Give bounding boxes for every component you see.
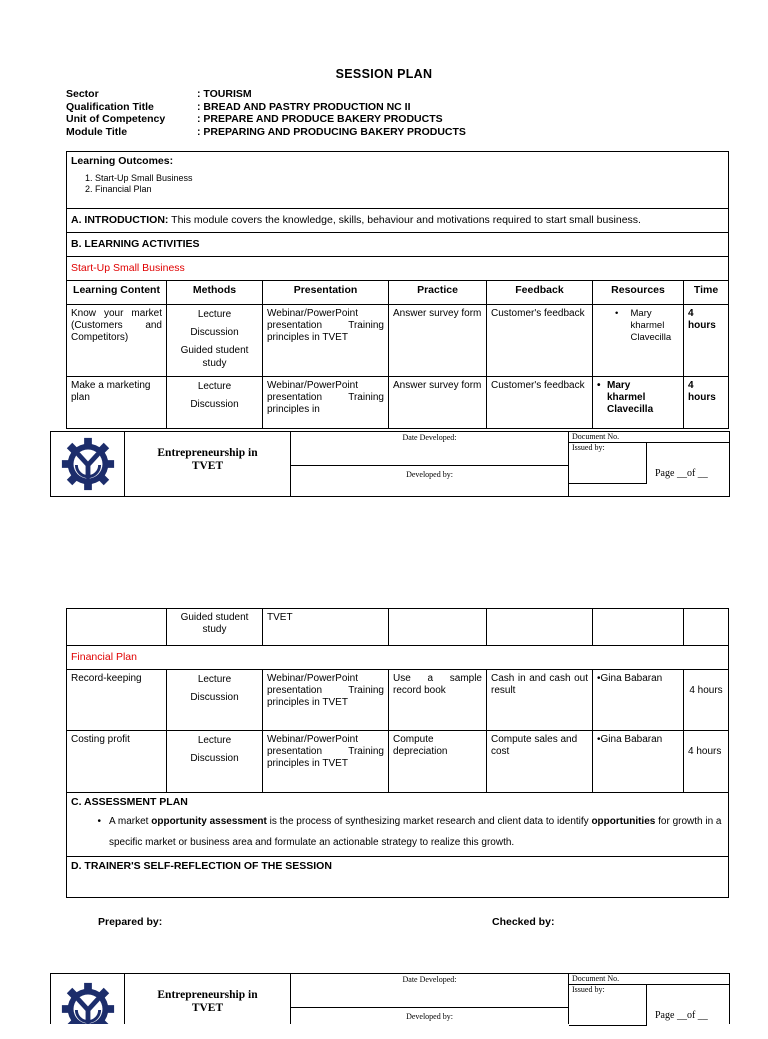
cell-presentation: Webinar/PowerPoint presentation Training principles in TVET xyxy=(263,670,389,731)
document-meta xyxy=(66,88,466,138)
page-number: Page __of __ xyxy=(655,468,708,479)
method-item: Discussion xyxy=(190,753,239,764)
cell-resources: •Gina Babaran xyxy=(593,731,684,793)
cell-methods xyxy=(167,305,263,377)
cell-feedback: Cash in and cash out result xyxy=(487,670,593,731)
cell-content: Costing profit xyxy=(67,731,167,793)
assessment-plan: C. ASSESSMENT PLAN • A market opportunity assessment is the process of synthesizing market research and client data to identify opportunities for growth in a specific market or business area and formulate an actionable strategy to realize this growth. xyxy=(67,793,729,857)
table-row xyxy=(67,609,729,646)
cell-feedback: Customer's feedback xyxy=(487,377,593,429)
course-line: Entrepreneurship in xyxy=(157,447,258,459)
cell-feedback xyxy=(487,609,593,646)
outcome-item: 1. Start-Up Small Business xyxy=(85,173,193,184)
table-row xyxy=(67,377,729,429)
meta-key: Sector xyxy=(66,88,99,100)
resource-person: Gina Babaran xyxy=(600,673,663,684)
method-item: Discussion xyxy=(190,399,239,410)
table-header-row xyxy=(67,281,729,305)
checked-by-label: Checked by: xyxy=(492,916,555,928)
session-table-part1 xyxy=(66,151,729,429)
cell-time: 4 hours xyxy=(684,731,729,793)
course-line: TVET xyxy=(191,460,224,472)
col-header: Feedback xyxy=(487,281,593,305)
method-item: Lecture xyxy=(197,674,232,685)
assessment-heading: C. ASSESSMENT PLAN xyxy=(71,796,188,808)
resource-person: Gina Babaran xyxy=(600,734,663,745)
col-header: Methods xyxy=(167,281,263,305)
method-item: Discussion xyxy=(190,692,239,703)
cell-resources: • Mary kharmel Clavecilla xyxy=(593,377,684,429)
issued-by-label: Issued by: xyxy=(569,985,647,1026)
document-no-label: Document No. xyxy=(569,432,729,443)
assessment-term: opportunity assessment xyxy=(151,816,267,828)
col-header: Learning Content xyxy=(67,281,167,305)
introduction-label: A. INTRODUCTION: xyxy=(71,214,169,227)
assessment-term: opportunities xyxy=(591,816,656,828)
col-header: Resources xyxy=(593,281,684,305)
table-row xyxy=(67,731,729,793)
method-item: Lecture xyxy=(197,309,232,320)
cell-presentation: Webinar/PowerPoint presentation Training principles in TVET xyxy=(263,731,389,793)
meta-value: : TOURISM xyxy=(197,88,252,100)
footer-course-title xyxy=(125,974,291,1024)
cell-resources: •Gina Babaran xyxy=(593,670,684,731)
developed-by-label: Developed by: xyxy=(406,1012,453,1021)
prepared-by-label: Prepared by: xyxy=(98,916,163,928)
table-row xyxy=(67,670,729,731)
cell-practice xyxy=(389,609,487,646)
cell-time: 4 hours xyxy=(684,377,729,429)
page-title: SESSION PLAN xyxy=(335,67,433,81)
issued-by-label: Issued by: xyxy=(569,443,647,484)
assessment-text: is the process of synthesizing market research and client data to identify xyxy=(266,816,592,828)
cell-presentation: Webinar/PowerPoint presentation Training principles in xyxy=(263,377,389,429)
meta-value: : PREPARE AND PRODUCE BAKERY PRODUCTS xyxy=(197,113,443,126)
session-table-part2 xyxy=(66,608,729,898)
resource-person: Mary kharmel Clavecilla xyxy=(607,380,654,416)
col-header: Time xyxy=(684,281,729,305)
method-item: Guided student study xyxy=(180,345,249,369)
cell-practice: Answer survey form xyxy=(389,305,487,377)
cell-presentation: TVET xyxy=(263,609,389,646)
cell-practice: Use a sample record book xyxy=(389,670,487,731)
course-line: Entrepreneurship in xyxy=(157,989,258,1001)
cell-content: Make a marketing plan xyxy=(67,377,167,429)
footer-course-title xyxy=(125,432,291,496)
meta-key: Module Title xyxy=(66,125,128,138)
cell-time: 4 hours xyxy=(684,305,729,377)
meta-value: : BREAD AND PASTRY PRODUCTION NC II xyxy=(197,100,411,113)
developed-by-label: Developed by: xyxy=(406,470,453,479)
cell-practice: Compute depreciation xyxy=(389,731,487,793)
col-header: Practice xyxy=(389,281,487,305)
assessment-text: A market xyxy=(109,816,152,828)
learning-outcomes xyxy=(67,152,729,209)
introduction xyxy=(67,209,729,233)
meta-key: Unit of Competency xyxy=(66,113,166,126)
resource-person: Mary kharmel Clavecilla xyxy=(630,308,672,344)
section-startup: Start-Up Small Business xyxy=(67,257,729,281)
date-developed-label: Date Developed: xyxy=(291,432,568,466)
assessment-text: for growth in a specific market or business area and formulate an actionable strategy to realize this growth. xyxy=(109,816,722,849)
section-financial-plan: Financial Plan xyxy=(67,646,729,670)
page-number: Page __of __ xyxy=(655,1010,708,1021)
tesda-logo-icon xyxy=(51,432,125,496)
cell-resources xyxy=(593,609,684,646)
table-row xyxy=(67,305,729,377)
cell-content xyxy=(67,609,167,646)
document-no-label: Document No. xyxy=(569,974,729,985)
cell-methods xyxy=(167,731,263,793)
cell-time xyxy=(684,609,729,646)
cell-presentation: Webinar/PowerPoint presentation Training principles in TVET xyxy=(263,305,389,377)
document-footer xyxy=(50,973,730,1024)
meta-key: Qualification Title xyxy=(66,100,154,113)
method-item: Discussion xyxy=(190,327,239,338)
introduction-text: This module covers the knowledge, skills, behaviour and motivations required to start small business. xyxy=(168,214,641,227)
learning-outcomes-heading: Learning Outcomes: xyxy=(71,155,174,167)
method-item: Lecture xyxy=(197,381,232,392)
cell-methods xyxy=(167,670,263,731)
tesda-logo-icon xyxy=(51,974,125,1024)
cell-content: Record-keeping xyxy=(67,670,167,731)
outcome-item: 2. Financial Plan xyxy=(85,184,152,195)
cell-methods xyxy=(167,377,263,429)
col-header: Presentation xyxy=(263,281,389,305)
cell-time: 4 hours xyxy=(684,670,729,731)
cell-content: Know your market (Customers and Competitors) xyxy=(67,305,167,377)
cell-methods: Guided student study xyxy=(167,609,263,646)
date-developed-label: Date Developed: xyxy=(291,974,568,1008)
course-line: TVET xyxy=(191,1002,224,1014)
learning-activities-heading: B. LEARNING ACTIVITIES xyxy=(67,233,729,257)
document-footer xyxy=(50,431,730,497)
cell-practice: Answer survey form xyxy=(389,377,487,429)
cell-feedback: Compute sales and cost xyxy=(487,731,593,793)
trainer-reflection: D. TRAINER'S SELF-REFLECTION OF THE SESSION xyxy=(67,857,729,898)
cell-feedback: Customer's feedback xyxy=(487,305,593,377)
method-item: Lecture xyxy=(197,735,232,746)
meta-value: : PREPARING AND PRODUCING BAKERY PRODUCTS xyxy=(197,125,466,138)
cell-resources: • Mary kharmel Clavecilla xyxy=(593,305,684,377)
